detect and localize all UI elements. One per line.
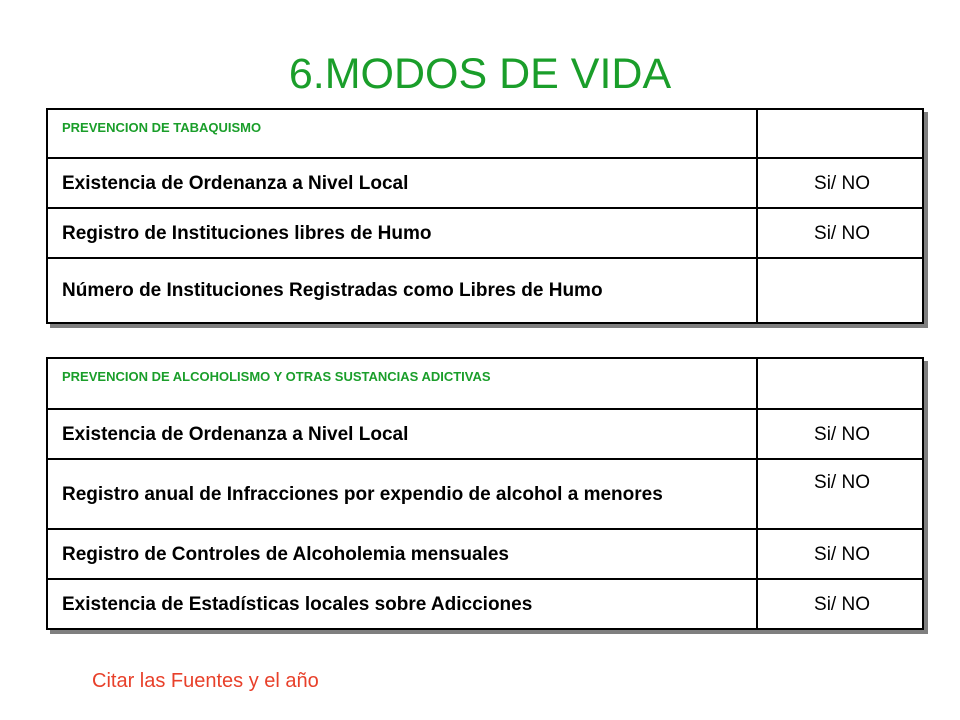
row-label: Registro de Instituciones libres de Humo [47,208,757,258]
row-value: Si/ NO [757,459,923,529]
header-value-cell [757,358,923,409]
header-value-cell [757,109,923,158]
section-header-tabaquismo: PREVENCION DE TABAQUISMO [47,109,757,158]
alcoholismo-table [46,357,924,630]
table-row [47,258,923,323]
page-title: 6.MODOS DE VIDA [288,50,672,98]
table-header-row [47,109,923,158]
row-label: Existencia de Ordenanza a Nivel Local [47,409,757,459]
row-value: Si/ NO [757,208,923,258]
row-label: Registro anual de Infracciones por expendio de alcohol a menores [47,459,757,529]
row-label: Número de Instituciones Registradas como Libres de Humo [47,258,757,323]
tabaquismo-table [46,108,924,324]
row-label: Registro de Controles de Alcoholemia mensuales [47,529,757,579]
section-header-alcoholismo: PREVENCION DE ALCOHOLISMO Y OTRAS SUSTANCIAS ADICTIVAS [47,358,757,409]
table-row [47,579,923,629]
table-row [47,208,923,258]
row-label: Existencia de Estadísticas locales sobre Adicciones [47,579,757,629]
table-row [47,529,923,579]
row-value: Si/ NO [757,158,923,208]
table-row [47,158,923,208]
table-row [47,409,923,459]
row-value [757,258,923,323]
row-value: Si/ NO [757,579,923,629]
table-header-row [47,358,923,409]
footer-note: Citar las Fuentes y el año [92,670,319,692]
row-label: Existencia de Ordenanza a Nivel Local [47,158,757,208]
table-row [47,459,923,529]
row-value: Si/ NO [757,409,923,459]
row-value: Si/ NO [757,529,923,579]
